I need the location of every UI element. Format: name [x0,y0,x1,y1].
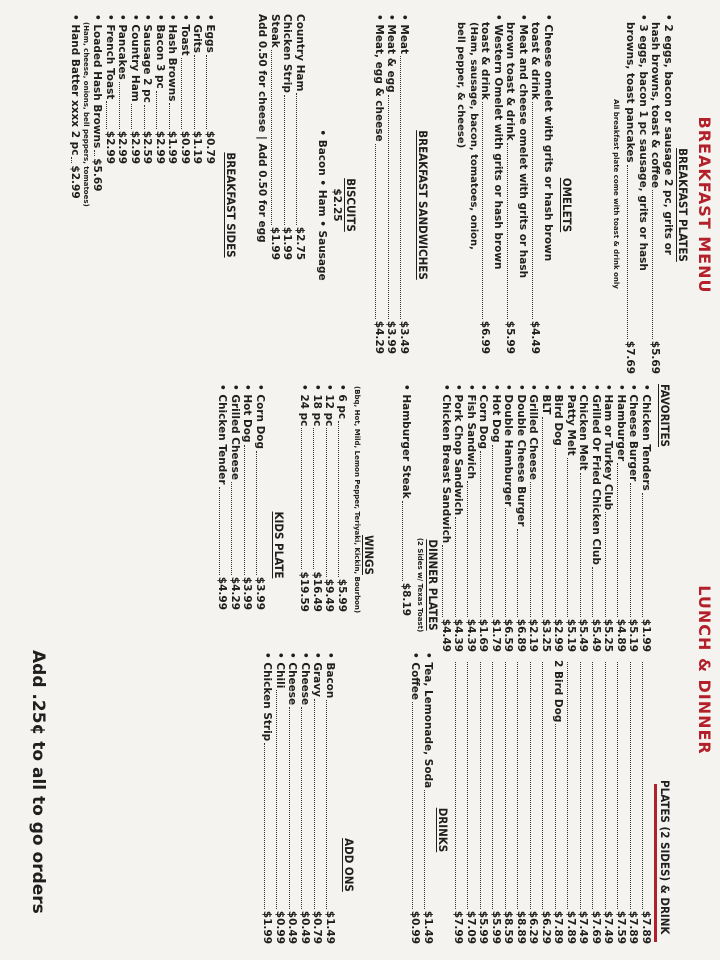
plate-2-row [624,14,637,374]
dot-leader [555,448,556,617]
dot-leader [207,55,208,129]
dot-leader [257,451,258,575]
plate-price: $7.69 [590,910,602,944]
sandwich-row [398,14,411,354]
item-name: • Grilled Cheese [229,384,241,481]
item-price: $1.79 [490,618,502,652]
item-name: Steak [269,14,281,48]
plate-price: $7.89 [627,910,640,944]
item-name: Chicken Strip [281,14,294,93]
plate-2-line2: browns, toast pancakes [624,22,637,163]
addon-row [299,652,312,944]
dot-leader [630,483,631,616]
item-price: $1.99 [640,618,652,652]
drinks-row [409,652,422,944]
favorites-row [502,384,515,944]
dot-leader [518,529,519,617]
dot-leader [314,699,315,909]
dot-leader [480,662,481,909]
dot-leader [314,428,315,569]
dinner-row [400,384,413,616]
item-price: $4.29 [229,576,241,610]
item-name: • Grilled Or Fried Chicken Club [590,384,602,565]
dot-leader [630,662,631,909]
dot-leader [388,95,389,319]
item-name: • Meat [398,14,410,55]
dot-leader [302,707,303,909]
item-price: $4.49 [440,618,452,652]
breakfast-sides-heading: BREAKFAST SIDES [224,152,238,258]
item-price: $2.59 [141,130,154,164]
item-name: • Double Hamburger [502,384,515,507]
dot-leader [493,662,494,909]
sandwich-row [385,14,398,354]
item-price: $3.49 [398,320,410,354]
item-price: $4.29 [373,320,385,354]
item-name: • 18 pc [311,384,323,427]
item-name: • Pancakes [116,14,129,80]
drinks-heading: DRINKS [436,807,450,853]
kids-plate-heading: KIDS PLATE [272,511,286,579]
plate-price: $5.99 [477,910,490,944]
item-name: • Hand Batter xxxx 2 pc [69,14,81,156]
item-price: $3.25 [540,618,552,652]
dot-leader [568,458,569,617]
breakfast-plates-heading: BREAKFAST PLATES [676,148,690,262]
breakfast-sides-section [69,14,217,207]
item-price: $5.25 [602,618,615,652]
wings-row [323,384,336,612]
item-name: • Sausage 2 pc [141,14,154,103]
item-price: $8.19 [400,582,412,616]
kids-row [254,384,267,610]
item-name: • Country Ham [129,14,141,102]
side-row [166,14,179,164]
side-row [179,14,192,164]
item-name: • Ham or Turkey Club [602,384,615,511]
item-price: $3.99 [385,320,398,354]
plate-price: $7.49 [577,910,590,944]
dot-leader [468,481,469,617]
dot-leader [455,662,456,909]
favorites-row [477,384,490,944]
dot-leader [244,445,245,575]
favorites-row [465,384,478,944]
favorites-heading: FAVORITES [658,384,672,447]
dot-leader [132,104,133,129]
favorites-row [627,384,640,944]
side-row [129,14,142,164]
item-price: $1.49 [422,910,434,944]
favorites-row [565,384,578,944]
dot-leader [530,482,531,617]
omelet-3-row [479,14,492,354]
dot-leader [284,95,285,225]
item-price: $0.79 [204,130,216,164]
kids-row [241,384,254,610]
omelets-heading: OMELETS [560,177,574,233]
plate-price: $6.29 [527,910,540,944]
item-price: $4.89 [615,618,627,652]
item-price: $2.99 [69,165,81,199]
item-name: • Cheese [299,652,311,706]
sandwich-row [373,14,386,354]
item-name: • Cheese [286,652,299,706]
dot-leader [605,662,606,909]
misc-row [281,14,294,260]
dot-leader [652,190,653,339]
item-name: • Bacon 3 pc [154,14,166,89]
item-price: $2.99 [154,130,166,164]
item-name: • Hash Browns [166,14,179,102]
item-price: $4.99 [216,576,229,610]
side-row [154,14,167,164]
item-name: • Patty Melt [565,384,577,456]
omelet-2-row [504,14,517,354]
wings-row [336,384,349,612]
omelets-section [454,14,554,354]
wings-heading: WINGS [362,535,376,575]
item-price: $1.49 [324,910,336,944]
item-price: $2.19 [527,618,540,652]
omelet-3-price: $6.99 [479,320,492,354]
plates-heading-rule [654,784,657,942]
to-go-footer: Add .25¢ to all to go orders [28,650,48,914]
omelet-1-row [529,14,542,354]
dot-leader [403,501,404,581]
dot-leader [107,101,108,128]
plate-2-line1: • 3 eggs, bacon 1 pc sausage, grits or hash [637,14,649,271]
item-price: $4.39 [465,618,477,652]
item-name: • Coffee [409,652,422,701]
favorites-row [602,384,615,944]
dot-leader [468,662,469,909]
item-price: $2.99 [552,618,565,652]
dot-leader [425,790,426,909]
item-name: • Chili [274,652,286,689]
addon-row [324,652,337,944]
breakfast-plates-section [611,14,674,374]
dot-leader [505,662,506,909]
dot-leader [443,545,444,617]
biscuits-options: • Bacon • Ham • Sausage [316,129,328,281]
dot-leader [493,445,494,617]
item-price: $5.69 [91,158,104,192]
dot-leader [297,93,298,224]
dot-leader [643,662,644,909]
item-name: • Eggs [204,14,216,53]
breakfast-plates-note: All breakfast plate come with toast & drink only [612,99,620,289]
item-name: • Gravy [311,652,324,697]
item-price: $3.99 [254,576,266,610]
item-name: • Bacon [324,652,336,699]
addon-row [311,652,324,944]
dot-leader [543,662,544,909]
item-name: • Toast [179,14,191,56]
dot-leader [182,58,183,129]
omelet-1-line1: • Cheese omelet with grits or hash brown [542,14,554,262]
add-ons-heading: ADD ONS [342,838,356,892]
dot-leader [277,690,278,908]
dot-leader [618,662,619,909]
dinner-plates-heading: DINNER PLATES [426,539,440,631]
item-price: $5.49 [577,618,590,652]
dot-leader [505,508,506,616]
dot-leader [157,91,158,129]
item-price: $5.19 [627,618,640,652]
item-price: $19.59 [298,571,311,612]
item-name: • Pork Chop Sandwich [452,384,465,516]
misc-row [294,14,307,260]
dot-leader [455,517,456,616]
item-price: $2.75 [294,226,306,260]
loaded-hash-browns-note: (Ham, cheese, onions, bell peppers, tomatoes) [82,22,90,207]
dot-leader [532,102,533,319]
wings-row [311,384,324,612]
item-name: • Hamburger Steak [400,384,412,499]
plate-price: $5.99 [490,910,502,944]
item-price: $5.99 [336,578,348,612]
dot-leader [555,724,556,908]
item-name: • Chicken Strip [261,652,274,742]
dot-leader [568,662,569,909]
omelet-2-price: $5.99 [504,320,517,354]
dot-leader [580,473,581,617]
item-name: • Loaded Hash Browns [91,14,104,149]
dot-leader [232,482,233,575]
item-price: $5.19 [565,618,577,652]
omelet-3-line4: bell pepper, & cheese) [455,22,467,149]
item-price: $1.99 [261,910,274,944]
item-name: • Corn Dog [477,384,490,450]
item-name: • Cheese Burger [627,384,640,482]
dot-leader [326,428,327,576]
plate-price: $6.29 [540,910,552,944]
dot-leader [482,102,483,319]
favorites-row [615,384,628,944]
plate-price: $7.89 [565,910,577,944]
omelet-3-line1: • Western Omelet with grits or hash brown [492,14,504,270]
drinks-section [409,652,434,944]
item-extra: 2 Bird Dog [552,660,565,723]
dot-leader [289,707,290,909]
item-price: $0.99 [274,910,286,944]
omelet-1-line2: toast & drink [529,22,542,100]
dot-leader [272,50,273,225]
item-name: • Bird Dog [552,384,565,446]
omelet-1-price: $4.49 [529,320,542,354]
dot-leader [94,150,95,156]
item-name: • Chicken Melt [577,384,590,471]
dot-leader [605,512,606,617]
addon-row [286,652,299,944]
dot-leader [301,428,302,569]
item-name: • Meat & egg [385,14,398,93]
plate-1-line1: • 2 eggs, bacon or sausage 2 pc, grits or [662,14,674,255]
drinks-row [422,652,435,944]
favorites-row [440,384,453,944]
item-price: $1.19 [191,130,204,164]
dot-leader [72,157,73,163]
item-name: • Chicken Breast Sandwich [440,384,452,544]
item-name: • 12 pc [323,384,336,427]
item-name: • Hamburger [615,384,627,462]
plate-1-price: $5.69 [649,340,662,374]
dinner-plates-note: (2 Sides w/ Texas Toast) [416,537,424,633]
item-price: $1.69 [477,618,490,652]
breakfast-sandwiches-section [373,14,411,354]
dot-leader [543,417,544,617]
item-name: • Double Cheese Burger [515,384,527,527]
dinner-plates-section [400,384,413,616]
favorites-row [490,384,503,944]
item-name: • Meat, egg & cheese [373,14,385,142]
kids-row [216,384,229,610]
dot-leader [169,103,170,128]
item-price: $16.49 [311,571,323,612]
addon-row [261,652,274,944]
favorites-row [452,384,465,944]
plates-heading: PLATES (2 SIDES) & DRINK [658,780,672,935]
dot-leader [339,421,340,577]
plate-1-row [649,14,662,374]
favorites-section [440,384,653,944]
item-price: $1.99 [166,130,179,164]
dot-leader [507,143,508,319]
side-row [104,14,117,164]
add-ons-section [261,652,336,944]
item-name: • BLT [540,384,552,415]
omelet-3-line2: toast & drink [479,22,492,100]
item-price: $4.39 [452,618,465,652]
addon-row [274,652,287,944]
item-price: $0.99 [179,130,191,164]
dot-leader [264,743,265,909]
dot-leader [412,702,413,909]
item-name: • Grilled Cheese [527,384,540,481]
item-name: • 24 pc [298,384,311,427]
item-name: • Fish Sandwich [465,384,477,480]
breakfast-misc-section [256,14,306,260]
kids-row [229,384,242,610]
dot-leader [618,463,619,617]
favorites-row [540,384,553,944]
item-price: $9.49 [323,578,336,612]
omelet-3-line3: (Ham, sausage, bacon, tomatoes, onion, [468,22,479,250]
item-name: • Chicken Tender [216,384,229,485]
dot-leader [480,451,481,617]
dot-leader [643,493,644,617]
dot-leader [530,662,531,909]
breakfast-menu-title: BREAKFAST MENU [695,116,714,294]
side-row [91,14,104,192]
dot-leader [401,56,402,319]
item-name: • 6 pc [336,384,348,420]
favorites-row [640,384,653,944]
biscuits-price: $2.25 [331,188,343,222]
plate-price: $8.59 [502,910,515,944]
dot-leader [580,662,581,909]
cheese-egg-addon: Add 0.50 for cheese | Add 0.50 for egg [256,14,269,243]
item-name: • Tea, Lemonade, Soda [422,652,434,789]
side-row [69,14,82,199]
item-price: $1.99 [281,226,294,260]
item-price: $2.99 [129,130,141,164]
plate-price: $7.99 [452,910,465,944]
favorites-row [527,384,540,944]
favorites-row [590,384,603,944]
kids-plate-section [216,384,266,610]
dot-leader [376,144,377,319]
favorites-row [515,384,528,944]
item-price: $2.99 [104,130,116,164]
item-name: • Chicken Tenders [640,384,652,491]
dot-leader [593,567,594,617]
dot-leader [194,55,195,129]
dot-leader [327,700,328,908]
item-name: • French Toast [104,14,116,100]
plate-2-price: $7.69 [624,340,637,374]
item-price: $0.49 [286,910,299,944]
misc-row [269,14,282,260]
wings-row [298,384,311,612]
item-price: $6.59 [502,618,515,652]
side-row [141,14,154,164]
favorites-row [577,384,590,944]
item-price: $6.89 [515,618,527,652]
dot-leader [627,165,628,339]
dot-leader [518,662,519,909]
item-price: $0.79 [311,910,324,944]
item-name: • Hot Dog [241,384,254,443]
biscuits-heading: BISCUITS [344,178,358,232]
wings-section [298,384,348,612]
item-name: • Hot Dog [490,384,502,443]
plate-price: $7.09 [465,910,477,944]
favorites-row [552,384,565,944]
item-price: $0.49 [299,910,311,944]
plate-1-line2: hash browns, toast & coffee [649,22,662,189]
breakfast-sandwiches-heading: BREAKFAST SANDWICHES [416,130,430,280]
item-price: $2.99 [116,130,129,164]
lunch-dinner-title: LUNCH & DINNER [695,585,714,755]
side-row [116,14,129,164]
plate-price: $8.89 [515,910,527,944]
dot-leader [219,487,220,575]
plate-price: $7.49 [602,910,615,944]
dot-leader [593,662,594,909]
item-name: • Grits [191,14,204,54]
item-price: $0.99 [409,910,422,944]
dot-leader [144,105,145,129]
side-row [204,14,217,164]
omelet-2-line2: brown toast & drink [504,22,517,141]
dot-leader [119,82,120,129]
side-row [191,14,204,164]
item-name: • Corn Dog [254,384,266,450]
item-price: $1.99 [269,226,281,260]
item-name: Country Ham [294,14,306,92]
wings-flavors-note: (Bbq, Hot, Mild, Lemon Pepper, Teriyaki, Kickin, Bourbon) [353,386,361,614]
item-price: $3.99 [241,576,254,610]
plate-price: $7.89 [640,910,652,944]
item-price: $5.49 [590,618,602,652]
omelet-2-line1: • Meat and cheese omelet with grits or hash [517,14,529,279]
plate-price: $7.59 [615,910,627,944]
plate-price: $7.89 [552,910,565,944]
